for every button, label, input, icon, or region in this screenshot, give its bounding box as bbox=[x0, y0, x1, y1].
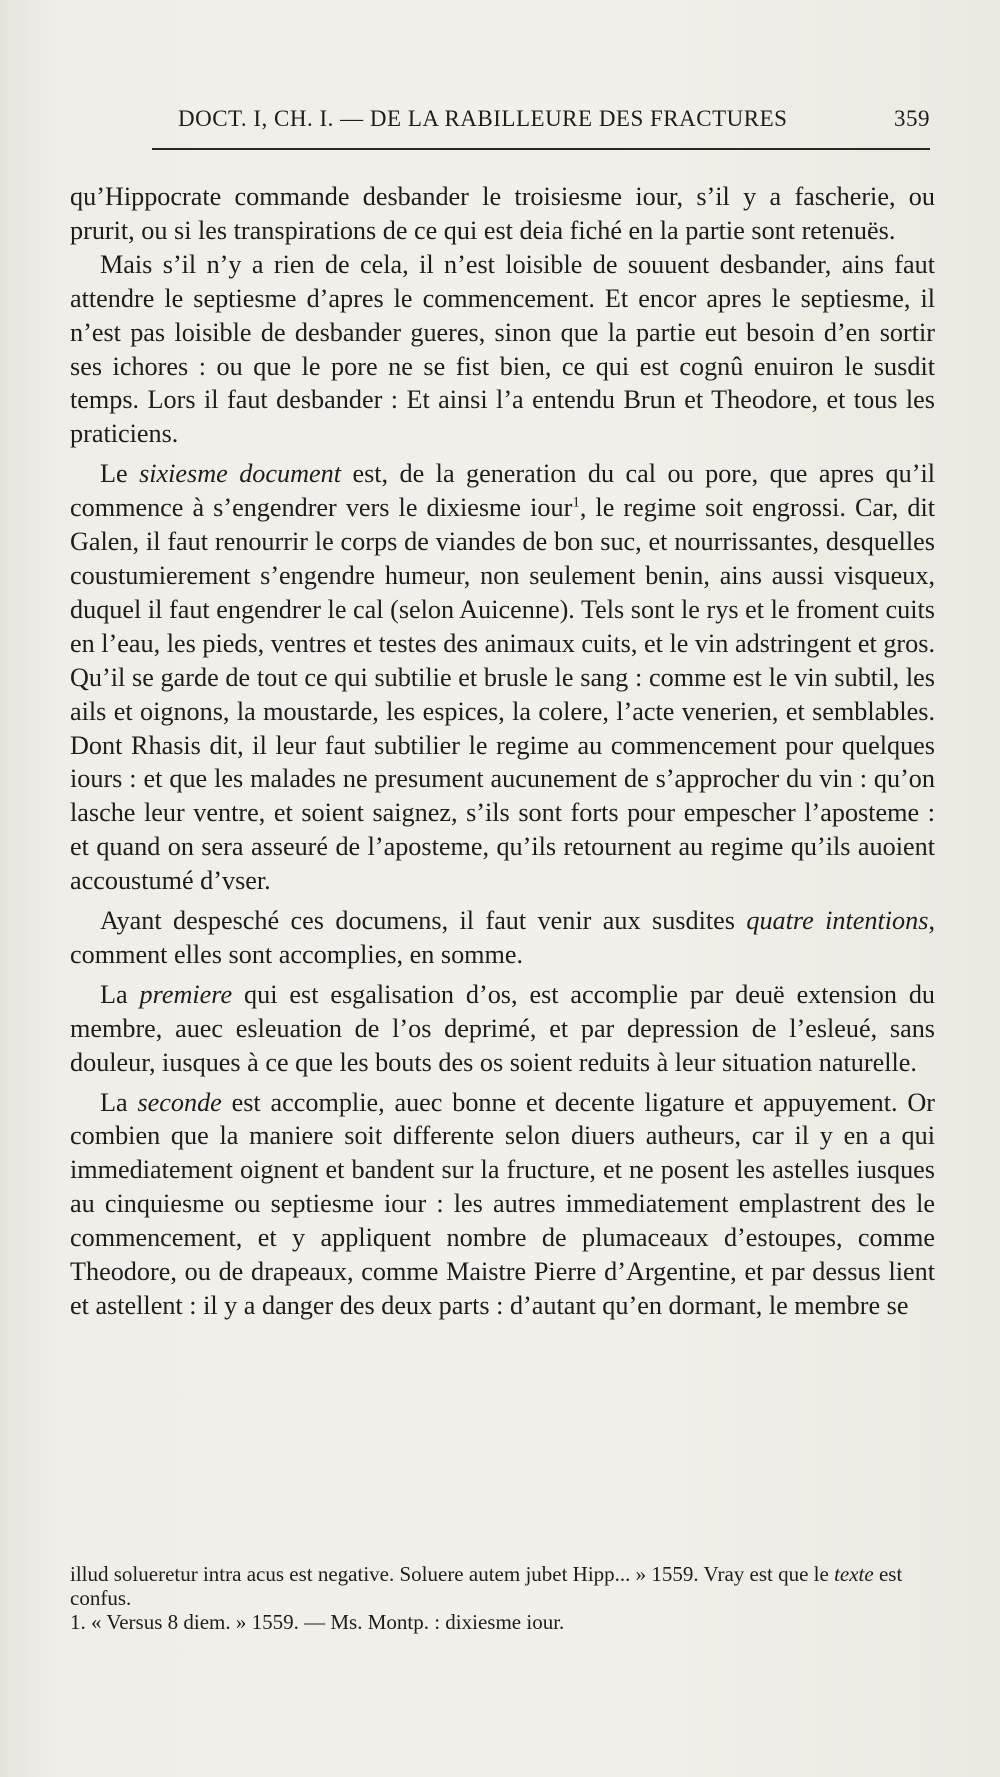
emphasis-sixiesme-document: sixiesme document bbox=[139, 459, 342, 489]
paragraph-5: La premiere qui est esgalisation d’os, est accomplie par deuë extension du membre, auec esleuation de l’os deprimé, et par depression de l’esleué, sans douleur, iusques à ce que les bouts des os soient reduits à leur situation naturelle. bbox=[70, 979, 936, 1077]
emphasis-texte: texte bbox=[834, 1562, 874, 1586]
paragraph-3: Le sixiesme document est, de la generation du cal ou pore, que apres qu’il commence à s’engendrer vers le dixiesme iour$^1$, le regime soit engrossi. Car, dit Galen, il faut renourrir le corps de viandes de bon suc, et nourrissantes, desquelles coustumierement s’engendre humeur, non seulement benin, ains aussi visqueux, duquel il faut engendrer le cal (selon Auicenne). Tels sont le rys et le froment cuits en l’eau, les pieds, ventres et testes des animaux cuits, et le vin adstringent et gros. Qu’il se garde de tout ce qui subtilie et brusle le sang : comme est le vin subtil, les ails et oignons, la moustarde, les espices, la colere, l’acte venerien, et semblables. Dont Rhasis dit, il leur faut subtilier le regime au commencement pour quelques iours : et que les malades ne presument aucunement de s’approcher du vin : qu’on lasche leur ventre, et soient saignez, s’ils sont forts pour empescher l’aposteme : et quand on sera asseuré de l’aposteme, qu’ils retournent au regime qu’ils auoient accoustumé d’vser. bbox=[70, 459, 935, 896]
footnote-1: 1. « Versus 8 diem. » 1559. — Ms. Montp. : dixiesme iour. bbox=[70, 1610, 565, 1634]
footnote-ref-1[interactable]: 1 bbox=[572, 494, 580, 511]
footnote-continuation: illud solueretur intra acus est negative. Soluere autem jubet Hipp... » 1559. Vray est que le texte est confus. bbox=[70, 1562, 903, 1610]
main-text bbox=[70, 180, 935, 1323]
emphasis-premiere: premiere bbox=[139, 979, 233, 1009]
footnotes bbox=[70, 1562, 935, 1634]
header-rule bbox=[152, 148, 930, 150]
paragraph-1: qu’Hippocrate commande desbander le troisiesme iour, s’il y a fascherie, ou prurit, ou si les transpirations de ce qui est deia fiché en la partie sont retenuës. bbox=[70, 182, 935, 245]
emphasis-seconde: seconde bbox=[137, 1087, 222, 1117]
emphasis-quatre-intentions: quatre intentions bbox=[746, 906, 929, 936]
running-title: DOCT. I, CH. I. — DE LA RABILLEURE DES FRACTURES bbox=[178, 106, 788, 131]
paragraph-6: La seconde est accomplie, auec bonne et decente ligature et appuyement. Or combien que la maniere soit differente selon diuers autheurs, car il y en a qui immediatement oignent et bandent sur la fructure, et ne posent les astelles iusques au cinquiesme ou septiesme iour : les autres immediatement emplastrent des le commencement, et y appliquent nombre de plumaceaux d’estoupes, comme Theodore, ou de drapeaux, comme Maistre Pierre d’Argentine, et par dessus lient et astellent : il y a danger des deux parts : d’autant qu’en dormant, le membre se bbox=[70, 1087, 935, 1320]
paragraph-4: Ayant despesché ces documens, il faut venir aux susdites quatre intentions, comment elles sont accomplies, en somme. bbox=[70, 906, 935, 969]
paragraph-2: Mais s’il n’y a rien de cela, il n’est loisible de souuent desbander, ains faut attendre le septiesme d’apres le commencement. Et encor apres le septiesme, il n’est pas loisible de desbander gueres, sinon que la partie eut besoin d’en sortir ses ichores : ou que le pore ne se fist bien, ce qui est cognû enuiron le susdit temps. Lors il faut desbander : Et ainsi l’a entendu Brun et Theodore, et tous les praticiens. bbox=[70, 249, 935, 449]
page-number: 359 bbox=[894, 106, 930, 131]
